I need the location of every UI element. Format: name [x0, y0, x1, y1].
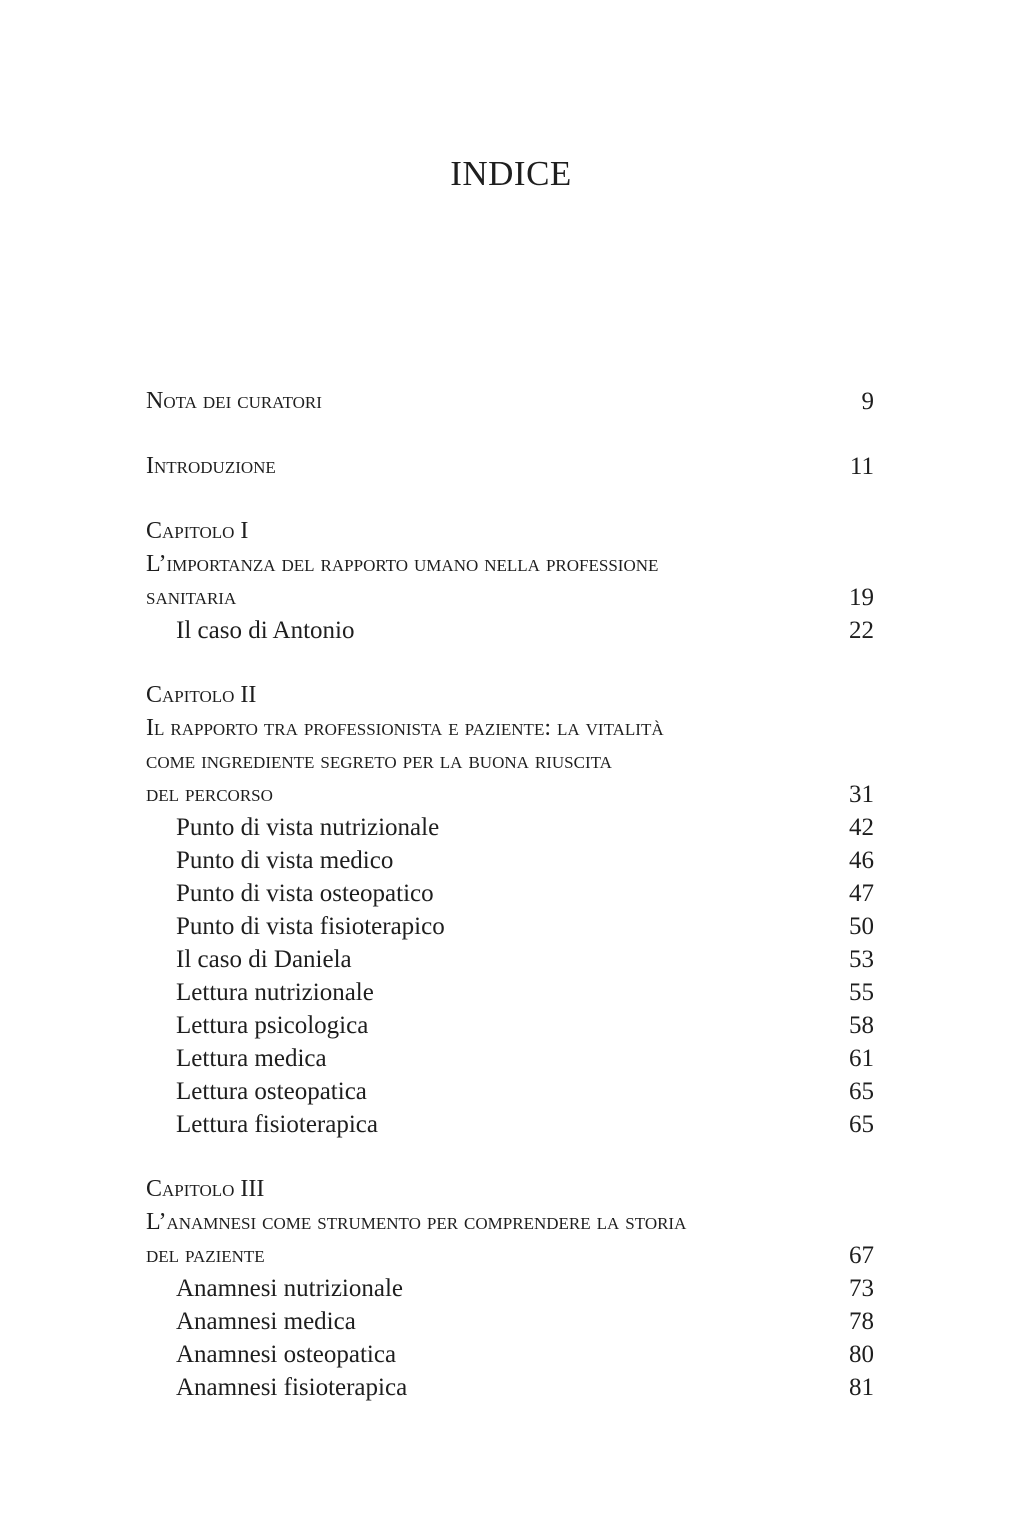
chapter-1-title-line[interactable] [146, 548, 874, 581]
toc-subentry-label: Anamnesi fisioterapica [176, 1374, 408, 1401]
toc-subentry[interactable] [146, 614, 874, 647]
toc-subentry-label: Lettura nutrizionale [176, 979, 374, 1006]
chapter-2-title-line[interactable] [146, 712, 874, 745]
toc-subentry[interactable] [146, 811, 874, 844]
chapter-title-text: Il rapporto tra professionista e paziente: la vitalità [146, 715, 664, 741]
chapter-2-title-line[interactable] [146, 745, 874, 778]
toc-page-number: 22 [849, 617, 874, 644]
chapter-3-heading [146, 1173, 874, 1206]
chapter-title-text: L’importanza del rapporto umano nella professione [146, 551, 659, 577]
toc-subentry-label: Punto di vista fisioterapico [176, 913, 445, 940]
toc-subentry[interactable] [146, 844, 874, 877]
toc-subentry[interactable] [146, 1272, 874, 1305]
chapter-heading-label: Capitolo III [146, 1176, 265, 1202]
page-title: INDICE [450, 154, 572, 193]
toc-page-number: 73 [849, 1275, 874, 1302]
toc-subentry[interactable] [146, 1371, 874, 1404]
toc-page-number: 80 [849, 1341, 874, 1368]
chapter-title-text: sanitaria [146, 584, 237, 610]
toc-page-number: 53 [849, 946, 874, 973]
toc-subentry-label: Punto di vista medico [176, 847, 394, 874]
chapter-1-heading [146, 515, 874, 548]
toc-subentry[interactable] [146, 976, 874, 1009]
chapter-1-title-line[interactable] [146, 581, 874, 614]
toc-subentry[interactable] [146, 1042, 874, 1075]
toc-entry-label: Introduzione [146, 453, 276, 479]
toc-page-number: 65 [849, 1078, 874, 1105]
toc-page-number: 61 [849, 1045, 874, 1072]
toc-page-number: 9 [861, 388, 874, 415]
chapter-title-text: del percorso [146, 781, 273, 807]
toc-page-number: 46 [849, 847, 874, 874]
chapter-3-title-line[interactable] [146, 1239, 874, 1272]
toc-page-number: 31 [849, 781, 874, 808]
toc-subentry-label: Lettura fisioterapica [176, 1111, 378, 1138]
chapter-2-title-line[interactable] [146, 778, 874, 811]
toc-entry-label: Nota dei curatori [146, 388, 322, 414]
toc-page-number: 50 [849, 913, 874, 940]
toc-subentry-label: Lettura osteopatica [176, 1078, 367, 1105]
toc-subentry-label: Anamnesi osteopatica [176, 1341, 397, 1368]
toc-page-number: 58 [849, 1012, 874, 1039]
toc-subentry-label: Punto di vista osteopatico [176, 880, 434, 907]
toc-subentry-label: Lettura psicologica [176, 1012, 369, 1039]
toc-subentry-label: Il caso di Daniela [176, 946, 352, 973]
toc-subentry[interactable] [146, 1075, 874, 1108]
toc-entry-introduzione[interactable] [146, 450, 874, 483]
toc-page-number: 47 [849, 880, 874, 907]
toc-subentry-label: Il caso di Antonio [176, 617, 355, 644]
toc-page-number: 67 [849, 1242, 874, 1269]
toc-subentry[interactable] [146, 1009, 874, 1042]
toc-subentry[interactable] [146, 877, 874, 910]
chapter-title-text: del paziente [146, 1242, 265, 1268]
toc-page-number: 78 [849, 1308, 874, 1335]
toc-page-number: 11 [849, 453, 874, 480]
toc-subentry[interactable] [146, 910, 874, 943]
chapter-title-text: come ingrediente segreto per la buona riuscita [146, 748, 612, 774]
chapter-heading-label: Capitolo I [146, 518, 249, 544]
toc-page-number: 81 [849, 1374, 874, 1401]
toc-page-number: 55 [849, 979, 874, 1006]
chapter-2-heading [146, 679, 874, 712]
chapter-title-text: L’anamnesi come strumento per comprendere la storia [146, 1209, 687, 1235]
toc-subentry[interactable] [146, 1108, 874, 1141]
toc-subentry-label: Lettura medica [176, 1045, 327, 1072]
chapter-heading-label: Capitolo II [146, 682, 257, 708]
toc-subentry-label: Punto di vista nutrizionale [176, 814, 440, 841]
toc-page-number: 65 [849, 1111, 874, 1138]
chapter-3-title-line[interactable] [146, 1206, 874, 1239]
toc-subentry[interactable] [146, 1338, 874, 1371]
toc-page-number: 19 [849, 584, 874, 611]
toc-page-number: 42 [849, 814, 874, 841]
toc-entry-nota-dei-curatori[interactable] [146, 385, 874, 418]
toc-subentry[interactable] [146, 943, 874, 976]
table-of-contents [146, 385, 874, 1404]
toc-subentry[interactable] [146, 1305, 874, 1338]
toc-subentry-label: Anamnesi medica [176, 1308, 356, 1335]
toc-subentry-label: Anamnesi nutrizionale [176, 1275, 404, 1302]
